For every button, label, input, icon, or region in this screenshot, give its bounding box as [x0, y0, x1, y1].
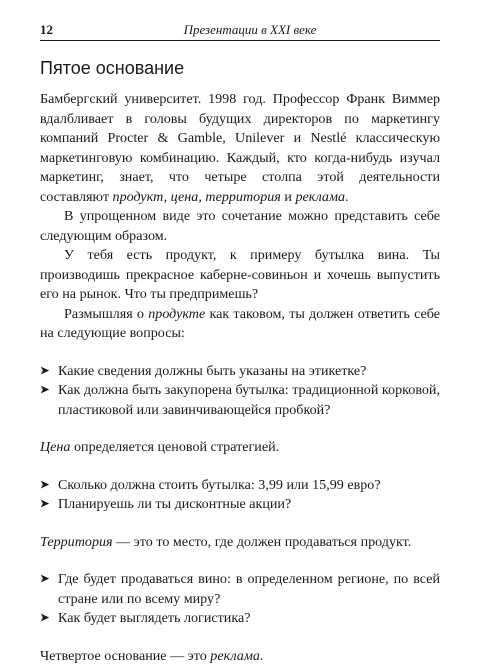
price-questions-list — [40, 476, 440, 515]
list-item: ➤ Планируешь ли ты дисконтные акции? — [40, 495, 440, 515]
arrow-bullet-icon: ➤ — [40, 476, 49, 496]
paragraph-product-intro: Размышляя о продукте как таковом, ты должен ответить себе на следующие вопросы: — [40, 305, 440, 344]
list-item: ➤ Где будет продаваться вино: в определенном регионе, по всей стране или по всему миру? — [40, 570, 440, 609]
list-item: ➤ Какие сведения должны быть указаны на этикетке? — [40, 362, 440, 382]
paragraph-wine-example: У тебя есть продукт, к примеру бутылка вина. Ты производишь прекрасное каберне-совиньон и хочешь выпустить его на рынок. Что ты предпримешь? — [40, 246, 440, 305]
paragraph-territory: Территория — это то место, где должен продаваться продукт. — [40, 533, 440, 553]
product-questions-list — [40, 362, 440, 421]
arrow-bullet-icon: ➤ — [40, 609, 49, 629]
paragraph-advertising: Четвертое основание — это реклама. — [40, 647, 440, 666]
page-number: 12 — [40, 22, 100, 38]
arrow-bullet-icon: ➤ — [40, 381, 49, 401]
territory-questions-list — [40, 570, 440, 629]
arrow-bullet-icon: ➤ — [40, 362, 49, 382]
arrow-bullet-icon: ➤ — [40, 570, 49, 590]
list-item: ➤ Сколько должна стоить бутылка: 3,99 или 15,99 евро? — [40, 476, 440, 496]
book-page — [40, 22, 440, 666]
paragraph-intro: Бамбергский университет. 1998 год. Профессор Франк Виммер вдалбливает в головы будущих директоров по маркетингу компаний Procter & Gamble, Unilever и Nestlé классическую маркетинговую комбинацию. Каждый, кто когда-нибудь изучал маркетинг, знает, что четыре столпа этой деятельности составляют продукт, цена, территория и реклама. — [40, 90, 440, 207]
section-title: Пятое основание — [40, 57, 440, 79]
paragraph-simplified: В упрощенном виде это сочетание можно представить себе следующим образом. — [40, 207, 440, 246]
paragraph-price: Цена определяется ценовой стратегией. — [40, 438, 440, 458]
running-title: Презентации в XXI веке — [100, 22, 440, 38]
arrow-bullet-icon: ➤ — [40, 495, 49, 515]
list-item: ➤ Как должна быть закупорена бутылка: традиционной корковой, пластиковой или завинчивающейся пробкой? — [40, 381, 440, 420]
list-item: ➤ Как будет выглядеть логистика? — [40, 609, 440, 629]
running-header — [40, 22, 440, 41]
